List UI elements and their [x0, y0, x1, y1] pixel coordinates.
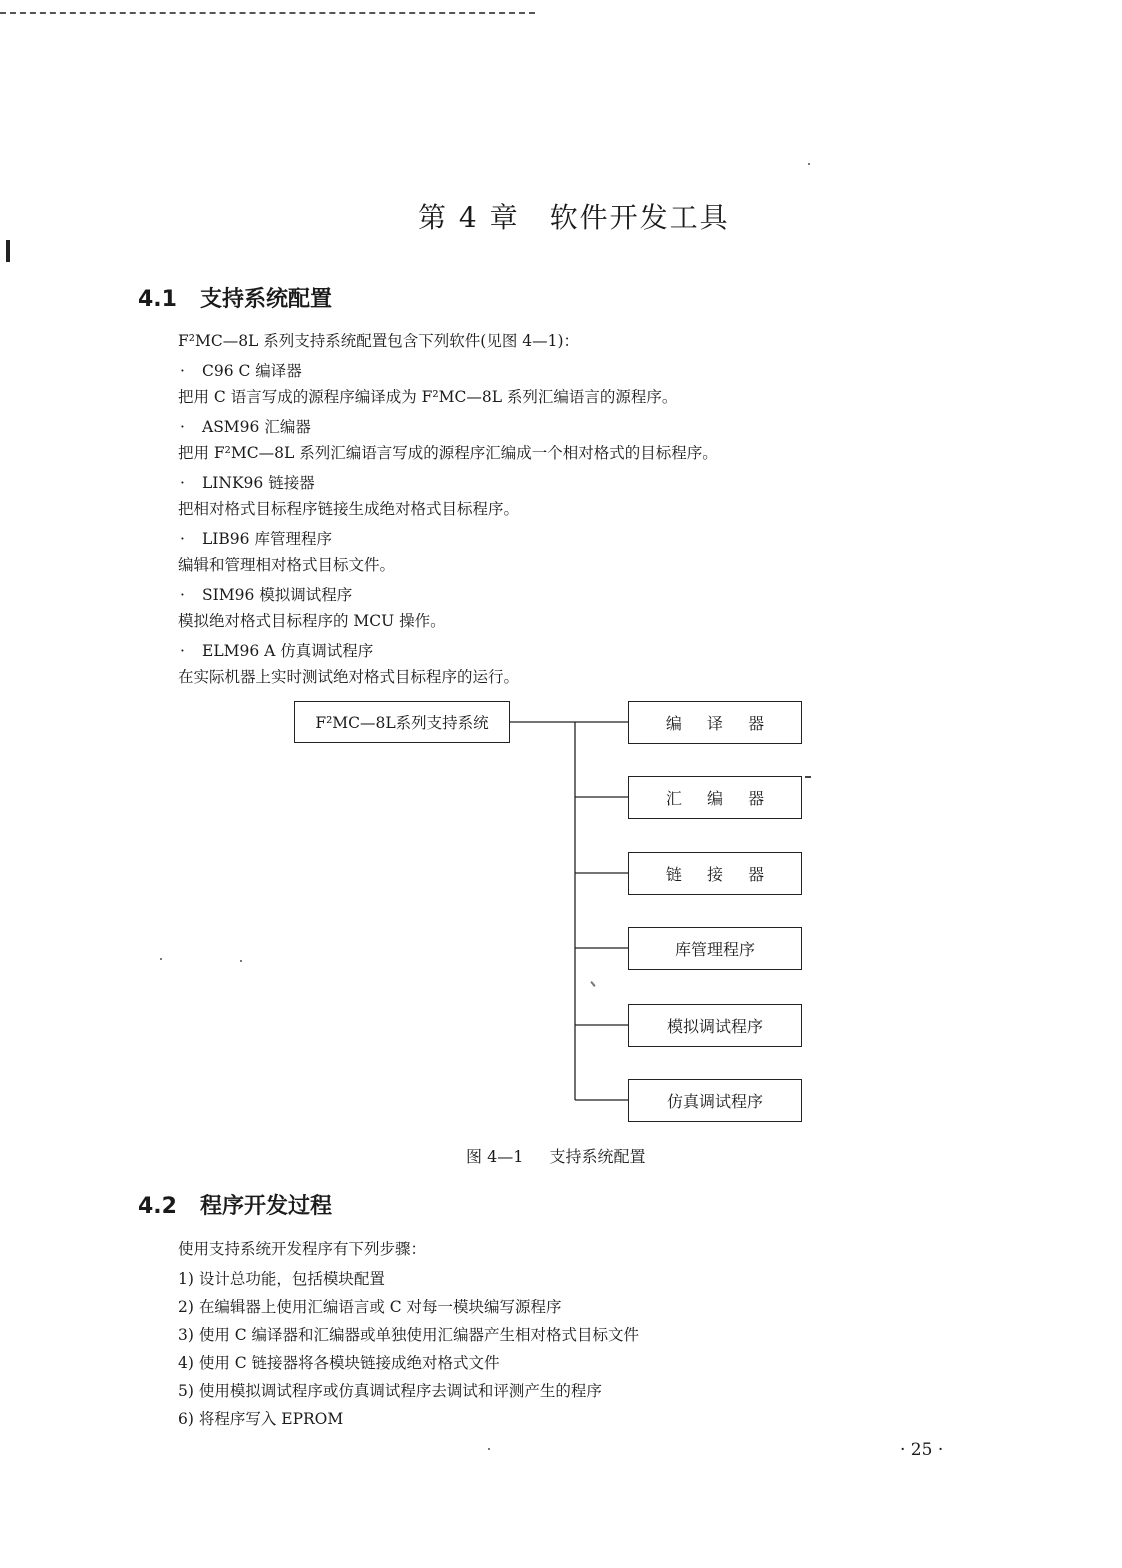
figure-title: 支持系统配置 [549, 1147, 646, 1166]
list-item-desc: 编辑和管理相对格式目标文件。 [178, 556, 396, 574]
scan-speck [808, 163, 810, 165]
section-intro: F²MC—8L 系列支持系统配置包含下列软件(见图 4—1)： [178, 332, 580, 350]
scan-speck [488, 1448, 490, 1450]
list-item-name: · ELM96 A 仿真调试程序 [180, 642, 374, 660]
list-item-desc: 模拟绝对格式目标程序的 MCU 操作。 [178, 612, 446, 630]
list-item-desc: 把用 C 语言写成的源程序编译成为 F²MC—8L 系列汇编语言的源程序。 [178, 388, 678, 406]
diagram-box-emulator: 仿真调试程序 [628, 1079, 802, 1122]
list-item-desc: 把用 F²MC—8L 系列汇编语言写成的源程序汇编成一个相对格式的目标程序。 [178, 444, 718, 462]
list-item-desc: 在实际机器上实时测试绝对格式目标程序的运行。 [178, 668, 520, 686]
figure-number: 图 4—1 [466, 1147, 524, 1166]
diagram-box-assembler: 汇 编 器 [628, 776, 802, 819]
section-intro: 使用支持系统开发程序有下列步骤： [178, 1240, 427, 1258]
list-item-name: · SIM96 模拟调试程序 [180, 586, 353, 604]
step-item: 2) 在编辑器上使用汇编语言或 C 对每一模块编写源程序 [178, 1298, 562, 1316]
diagram-box-librarian: 库管理程序 [628, 927, 802, 970]
section-title: 程序开发过程 [200, 1194, 333, 1219]
chapter-name: 软件开发工具 [549, 201, 730, 234]
diagram-root-box: F²MC—8L系列支持系统 [294, 701, 510, 743]
list-item-desc: 把相对格式目标程序链接生成绝对格式目标程序。 [178, 500, 520, 518]
diagram-box-compiler: 编 译 器 [628, 701, 802, 744]
section-title: 支持系统配置 [200, 287, 333, 312]
step-item: 3) 使用 C 编译器和汇编器或单独使用汇编器产生相对格式目标文件 [178, 1326, 640, 1344]
section-number: 4.2 [138, 1194, 177, 1219]
list-item-name: · LIB96 库管理程序 [180, 530, 332, 548]
scan-speck [805, 776, 811, 778]
step-item: 1) 设计总功能，包括模块配置 [178, 1270, 385, 1288]
step-item: 4) 使用 C 链接器将各模块链接成绝对格式文件 [178, 1354, 500, 1372]
step-item: 5) 使用模拟调试程序或仿真调试程序去调试和评测产生的程序 [178, 1382, 602, 1400]
chapter-number: 第 4 章 [418, 201, 520, 234]
scan-speck [240, 960, 242, 962]
page-number: · 25 · [900, 1440, 944, 1460]
diagram-box-linker: 链 接 器 [628, 852, 802, 895]
list-item-name: · ASM96 汇编器 [180, 418, 311, 436]
section-heading-4-2 [138, 1189, 332, 1220]
list-item-name: · LINK96 链接器 [180, 474, 315, 492]
section-number: 4.1 [138, 287, 177, 312]
list-item-name: · C96 C 编译器 [180, 362, 302, 380]
step-item: 6) 将程序写入 EPROM [178, 1410, 344, 1428]
figure-caption [466, 1144, 645, 1167]
diagram-box-simulator: 模拟调试程序 [628, 1004, 802, 1047]
scan-speck [160, 958, 162, 960]
